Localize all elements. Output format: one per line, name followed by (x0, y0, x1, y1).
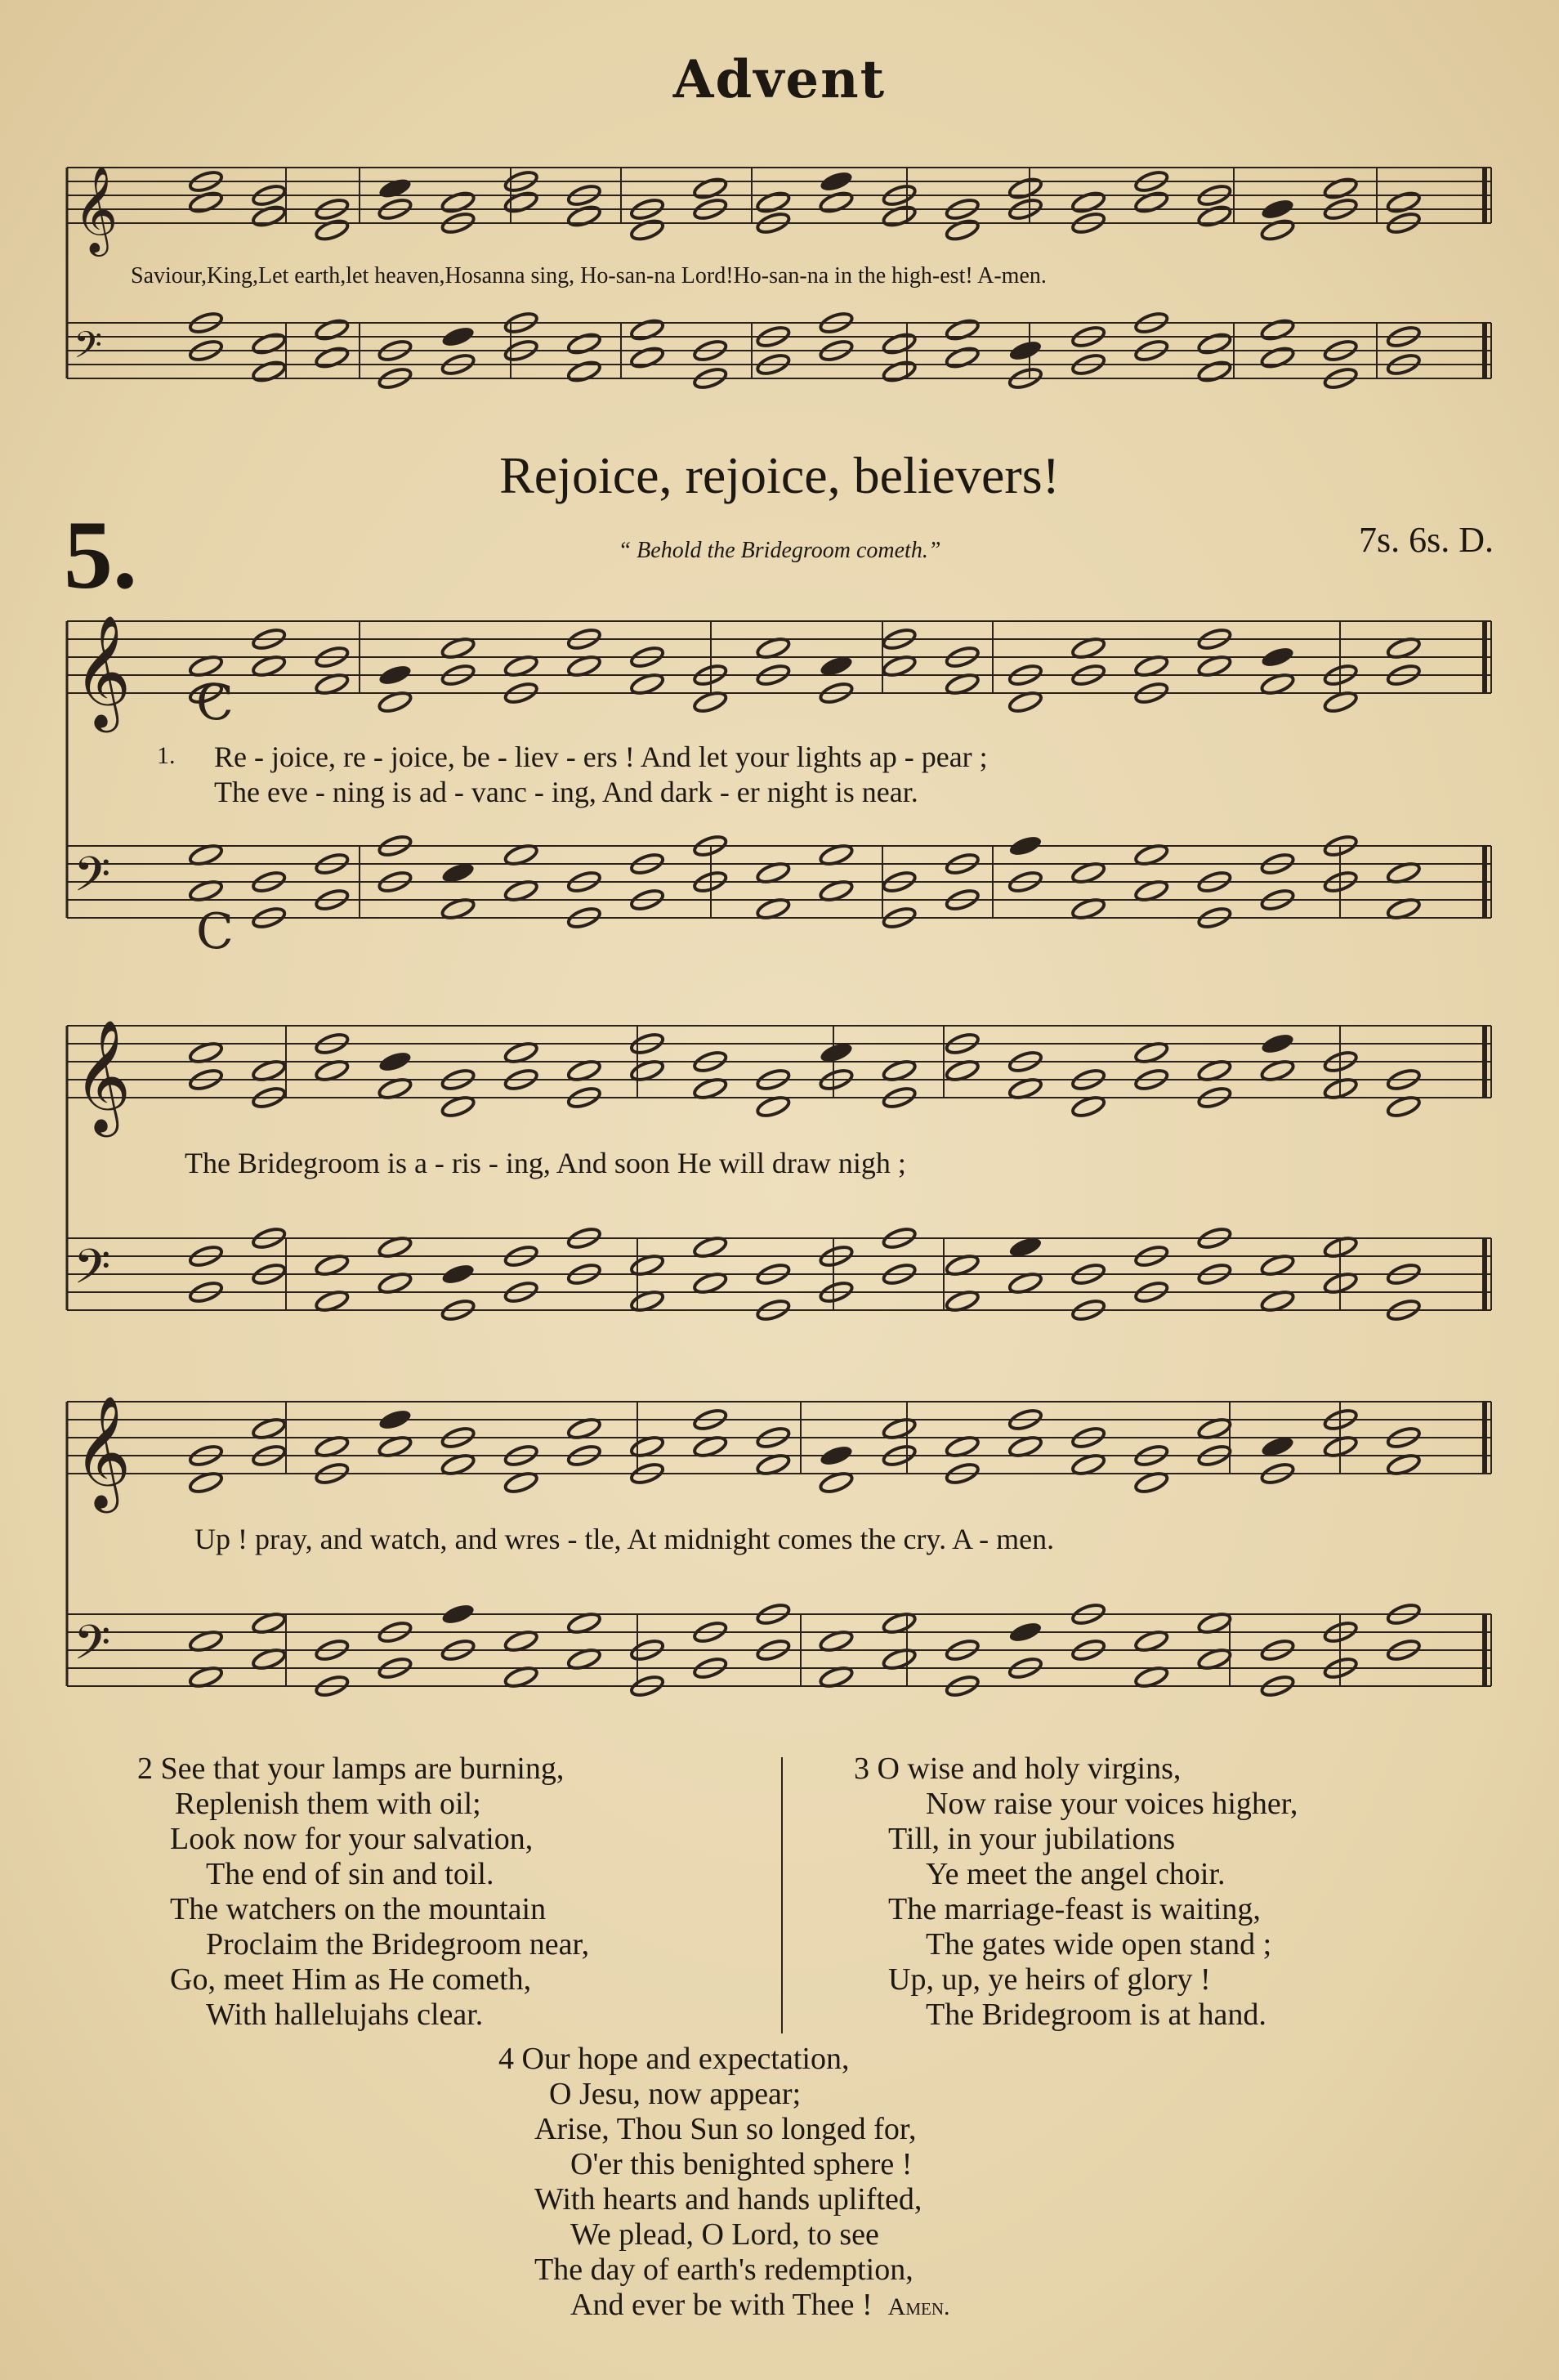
prev-hymn-lyrics: Saviour,King,Let earth,let heaven,Hosanna sing, Ho-san-na Lord!Ho-san-na in the high-est! A-men. (131, 263, 1047, 289)
system2-lyrics: The Bridegroom is a - ris - ing, And soon He will draw nigh ; (185, 1147, 906, 1179)
system3-lyrics: Up ! pray, and watch, and wres - tle, At midnight comes the cry. A - men. (194, 1523, 1055, 1555)
verse-line: The end of sin and toil. (206, 1857, 494, 1891)
note-head (1260, 217, 1296, 243)
note-head (945, 317, 981, 342)
note-head (882, 359, 918, 384)
hymn-epigraph: “ Behold the Bridegroom cometh.” (618, 538, 941, 563)
note-head (377, 176, 413, 201)
note-head (440, 190, 476, 215)
verse-number: 2 (137, 1751, 153, 1786)
verse-line: 3 O wise and holy virgins, (854, 1751, 1182, 1786)
time-signature: C (196, 903, 234, 960)
verse-line: 2 See that your lamps are burning, (137, 1751, 565, 1786)
bass-clef: 𝄢 (74, 1615, 111, 1682)
note-head (1197, 204, 1233, 229)
verse-line: O Jesu, now appear; (549, 2077, 802, 2111)
note-head (440, 1602, 476, 1627)
note-head (629, 345, 665, 370)
bass-clef: 𝄢 (74, 847, 111, 914)
note-head (1007, 176, 1043, 201)
note-head (1260, 645, 1296, 670)
verse-line: The day of earth's redemption, (534, 2252, 914, 2287)
hymn-title: Rejoice, rejoice, believers! (499, 446, 1060, 504)
note-head (1386, 190, 1422, 215)
verse-line: Ye meet the angel choir. (926, 1857, 1226, 1891)
note-head (1323, 176, 1359, 201)
note-head (251, 359, 287, 384)
note-head (377, 1049, 413, 1075)
hymn-meter: 7s. 6s. D. (1358, 520, 1494, 560)
note-head (1197, 331, 1233, 356)
system1-lyrics-line2: The eve - ning is ad - vanc - ing, And dark - er night is near. (214, 776, 918, 808)
note-head (945, 345, 981, 370)
note-head (314, 217, 350, 243)
treble-clef: 𝄞 (74, 165, 118, 253)
note-head (819, 190, 855, 215)
verse-line: The marriage-feast is waiting, (888, 1892, 1261, 1926)
note-head (314, 317, 350, 342)
note-head (440, 1262, 476, 1287)
note-head (314, 345, 350, 370)
note-head (1007, 1620, 1043, 1645)
verse-line: The Bridegroom is at hand. (926, 1998, 1266, 2032)
system1-lyrics-line1: Re - joice, re - joice, be - liev - ers ! And let your lights ap - pear ; (214, 740, 988, 773)
note-head (1260, 345, 1296, 370)
note-head (1007, 834, 1043, 859)
note-head (755, 190, 791, 215)
bass-clef: 𝄢 (74, 324, 102, 375)
note-head (692, 176, 728, 201)
note-head (1197, 359, 1233, 384)
amen: Amen. (887, 2293, 950, 2320)
note-head (566, 331, 602, 356)
note-head (566, 204, 602, 229)
verse-line: With hallelujahs clear. (206, 1998, 484, 2032)
verse-line: The watchers on the mountain (170, 1892, 547, 1926)
note-head (1007, 338, 1043, 364)
verse-line: The gates wide open stand ; (926, 1927, 1272, 1962)
note-head (1260, 317, 1296, 342)
time-signature: C (196, 674, 234, 731)
note-head (629, 217, 665, 243)
note-head (1133, 190, 1169, 215)
note-head (188, 190, 224, 215)
note-head (503, 190, 539, 215)
verse-line: Now raise your voices higher, (926, 1787, 1298, 1821)
note-head (1260, 197, 1296, 222)
note-head (377, 663, 413, 688)
note-head (440, 324, 476, 350)
verse-label: 1. (157, 742, 176, 769)
note-head (251, 204, 287, 229)
verse-line: Look now for your salvation, (170, 1822, 534, 1856)
note-head (1260, 1031, 1296, 1057)
verse-line: Till, in your jubilations (888, 1822, 1176, 1856)
verse-number: 3 (854, 1751, 869, 1786)
note-head (945, 217, 981, 243)
verse-line: O'er this benighted sphere ! (570, 2147, 913, 2181)
note-head (882, 331, 918, 356)
verse-number: 4 (498, 2042, 514, 2076)
note-head (251, 331, 287, 356)
treble-clef: 𝄞 (74, 1020, 132, 1133)
note-head (819, 1443, 855, 1469)
note-head (377, 1407, 413, 1433)
verse-line: Arise, Thou Sun so longed for, (534, 2112, 917, 2146)
note-head (1070, 190, 1106, 215)
verse-2 (137, 1751, 589, 2033)
verse-line: We plead, O Lord, to see (570, 2217, 879, 2252)
verse-4 (498, 2042, 950, 2324)
treble-clef: 𝄞 (74, 615, 132, 728)
bass-clef: 𝄢 (74, 1239, 111, 1306)
note-head (629, 317, 665, 342)
verse-3 (854, 1751, 1298, 2033)
verse-line: With hearts and hands uplifted, (534, 2182, 922, 2217)
treble-clef: 𝄞 (74, 1396, 132, 1509)
note-head (882, 204, 918, 229)
note-head (819, 169, 855, 195)
column-divider (781, 1757, 783, 2033)
verse-line: 4 Our hope and expectation, (498, 2042, 850, 2076)
verse-line: Up, up, ye heirs of glory ! (888, 1962, 1211, 1997)
note-head (566, 359, 602, 384)
hymn-number: 5. (64, 500, 137, 609)
verse-line: Replenish them with oil; (175, 1787, 481, 1821)
section-title: Advent (672, 49, 887, 110)
verse-line: And ever be with Thee ! Amen. (570, 2288, 950, 2322)
verse-line: Proclaim the Bridegroom near, (206, 1927, 590, 1962)
verse-line: Go, meet Him as He cometh, (170, 1962, 532, 1997)
